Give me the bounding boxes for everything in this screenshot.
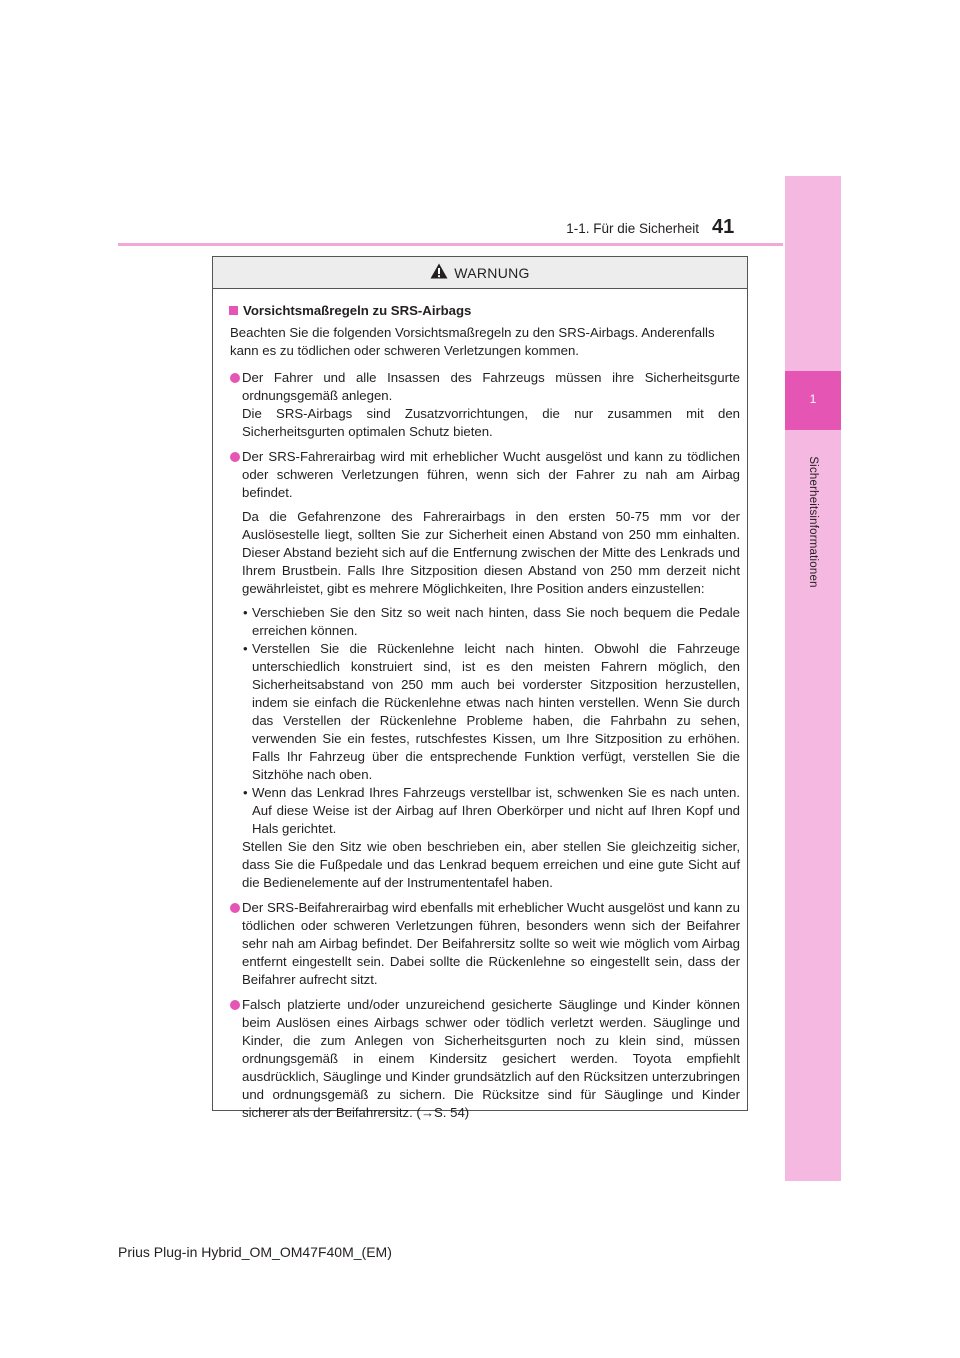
- warning-header: [213, 257, 747, 289]
- sub-item-text: Wenn das Lenkrad Ihres Fahrzeugs verstellbar ist, schwenken Sie es nach unten. Auf diese Weise ist der Airbag auf Ihren Oberkörper und nicht auf Ihren Kopf und Hals gerichtet.: [252, 785, 740, 836]
- side-tab: [785, 176, 841, 1181]
- warning-box: [212, 256, 748, 1120]
- bullet-dot-icon: [230, 903, 240, 913]
- sub-bullet-icon: •: [243, 641, 248, 656]
- warning-heading-text: Vorsichtsmaßregeln zu SRS-Airbags: [243, 303, 472, 318]
- footer-model: Prius Plug-in Hybrid_OM_OM47F40M_(EM): [118, 1244, 392, 1260]
- bullet-dot-icon: [230, 1000, 240, 1010]
- warning-title: WARNUNG: [454, 264, 530, 281]
- sub-bullet-icon: •: [243, 785, 248, 800]
- header-rule: [118, 243, 783, 246]
- page-number: 41: [712, 216, 735, 238]
- bullet-dot-icon: [230, 373, 240, 383]
- bullet-item: [229, 369, 740, 441]
- sub-item: [242, 604, 740, 640]
- warning-intro: Beachten Sie die folgenden Vorsichtsmaßregeln zu den SRS-Airbags. Anderenfalls kann es zu tödlichen oder schweren Verletzungen kommen.: [230, 325, 715, 358]
- bullet-followup: Stellen Sie den Sitz wie oben beschrieben ein, aber stellen Sie gleichzeitig sicher, dass Sie die Fußpedale und das Lenkrad bequem erreichen und eine gute Sicht auf die Bedienelemente auf der Instrumententafel haben.: [242, 839, 740, 890]
- section-title: 1-1. Für die Sicherheit: [566, 221, 699, 236]
- sub-item: [242, 784, 740, 838]
- sub-item-text: Verstellen Sie die Rückenlehne leicht nach hinten. Obwohl die Fahrzeuge unterschiedlich konstruiert sind, ist es den meisten Fahrern möglich, den Sicherheitsabstand von 250 mm auch bei vorderster Sitzposition herzustellen, indem sie einfach die Rückenlehne etwas nach hinten verstellen. Wenn Sie durch das Verstellen der Rückenlehne Probleme haben, die Fahrbahn zu sehen, verwenden Sie ein festes, rutschfestes Kissen, um Ihre Sitzposition zu erhöhen. Falls Ihr Fahrzeug über die entsprechende Funktion verfügt, verstellen Sie die Sitzhöhe nach oben.: [252, 641, 740, 782]
- bullet-paragraph: Der SRS-Beifahrerairbag wird ebenfalls mit erheblicher Wucht ausgelöst und kann zu tödlichen oder schweren Verletzungen führen, besonders wenn sich der Beifahrer sehr nah am Airbag befindet. Der Beifahrersitz sollte so weit wie möglich vom Airbag entfernt eingestellt sein. Dabei sollte die Rückenlehne so eingestellt sein, dass der Beifahrer aufrecht sitzt.: [242, 900, 740, 987]
- bullet-list: [229, 369, 740, 1122]
- sub-item: [242, 640, 740, 784]
- side-tab-number: 1: [809, 392, 817, 406]
- bullet-paragraph: Da die Gefahrenzone des Fahrerairbags in den ersten 50-75 mm vor der Auslösestelle liegt, sollten Sie zur Sicherheit einen Abstand von 250 mm einhalten. Dieser Abstand bezieht sich auf die Entfernung zwischen der Mitte des Lenkrads und Ihrem Brustbein. Falls Ihre Sitzposition diesen Abstand von 250 mm derzeit nicht gewährleistet, gibt es mehrere Möglichkeiten, Ihre Position anders einzustellen:: [242, 509, 740, 596]
- bullet-item: [229, 996, 740, 1122]
- bullet-dot-icon: [230, 452, 240, 462]
- bullet-item: [229, 448, 740, 892]
- sub-item-text: Verschieben Sie den Sitz so weit nach hinten, dass Sie noch bequem die Pedale erreichen können.: [252, 605, 740, 638]
- square-bullet-icon: [229, 306, 238, 315]
- bullet-paragraph: Die SRS-Airbags sind Zusatzvorrichtungen, die nur zusammen mit den Sicherheitsgurten optimalen Schutz bieten.: [242, 406, 740, 439]
- side-tab-label: Sicherheitsinformationen: [807, 456, 819, 588]
- warning-heading: [229, 302, 740, 320]
- sub-bullet-icon: •: [243, 605, 248, 620]
- warning-triangle-icon: [430, 263, 448, 282]
- bullet-paragraph: Der Fahrer und alle Insassen des Fahrzeugs müssen ihre Sicherheitsgurte ordnungsgemäß anlegen.: [242, 370, 740, 403]
- bullet-paragraph: Der SRS-Fahrerairbag wird mit erheblicher Wucht ausgelöst und kann zu tödlichen oder schweren Verletzungen führen, wenn sich der Fahrer zu nah am Airbag befindet.: [242, 449, 740, 500]
- bullet-paragraph: Falsch platzierte und/oder unzureichend gesicherte Säuglinge und Kinder können beim Auslösen eines Airbags schwer oder tödlich verletzt werden. Säuglinge und Kinder, die zum Anlegen von Sicherheitsgurten noch zu klein sind, müssen ordnungsgemäß in einem Kindersitz gesichert werden. Toyota empfiehlt ausdrücklich, Säuglinge und Kinder grundsätzlich auf den Rücksitzen unterzubringen und ordnungsgemäß zu sichern. Die Rücksitze sind für Säuglinge und Kinder sicherer als der Beifahrersitz. (→S. 54): [242, 997, 740, 1120]
- bullet-item: [229, 899, 740, 989]
- warning-body: [213, 289, 747, 1122]
